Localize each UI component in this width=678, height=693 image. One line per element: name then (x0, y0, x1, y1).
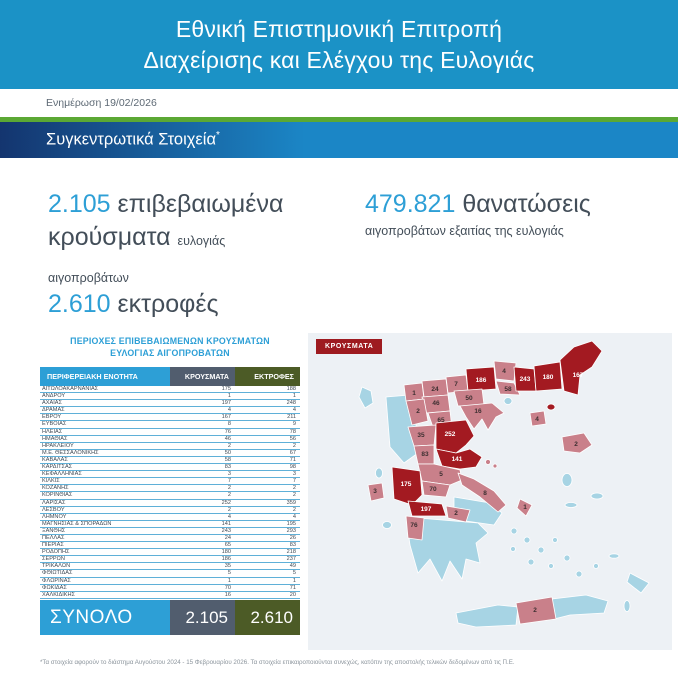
stat-confirmed-label: επιβεβαιωμένα κρούσματα (48, 190, 284, 251)
table-row (40, 570, 300, 577)
table-row (40, 429, 300, 436)
table-row (40, 485, 300, 492)
farms-cell: 195 (286, 520, 296, 527)
map-legend-chip: ΚΡΟΥΣΜΑΤΑ (316, 339, 382, 354)
cases-cell: 58 (224, 456, 231, 463)
region-name-cell: ΜΑΓΝΗΣΙΑΣ & ΣΠΟΡΑΔΩΝ (42, 520, 112, 527)
region-name-cell: ΕΥΒΟΙΑΣ (42, 421, 67, 428)
farms-cell: 2 (292, 506, 296, 513)
farms-cell: 3 (292, 471, 296, 478)
map-region-value: 2 (574, 441, 578, 448)
map-region-value: 4 (502, 368, 506, 375)
table-row (40, 457, 300, 464)
map-region-value: 4 (535, 416, 539, 423)
map-region-value: 3 (373, 488, 377, 495)
header-banner (0, 0, 678, 89)
map-region-value: 70 (429, 486, 437, 493)
map-island-samos (591, 493, 603, 499)
table-row (40, 514, 300, 521)
region-name-cell: ΦΩΚΙΔΑΣ (42, 584, 67, 591)
farms-cell: 2 (292, 485, 296, 492)
region-name-cell: ΛΑΡΙΣΑΣ (42, 499, 66, 506)
table-row (40, 386, 300, 393)
farms-cell: 2 (292, 492, 296, 499)
map-region-value: 58 (504, 386, 512, 393)
cases-cell: 1 (227, 393, 231, 400)
farms-cell: 9 (292, 421, 296, 428)
cases-cell: 46 (224, 435, 231, 442)
table-row (40, 400, 300, 407)
cases-cell: 4 (227, 407, 231, 414)
map-island-cyclades (594, 564, 599, 569)
table-row (40, 450, 300, 457)
cases-cell: 180 (221, 549, 231, 556)
table-header-row (40, 367, 300, 386)
section-title-bar (0, 122, 678, 158)
page-title-line1: Εθνική Επιστημονική Επιτροπή (175, 15, 503, 42)
column-header-cases: ΚΡΟΥΣΜΑΤΑ (170, 367, 235, 386)
region-name-cell: ΡΟΔΟΠΗΣ (42, 549, 70, 556)
region-name-cell: ΑΙΤΩΛΟΑΚΑΡΝΑΝΙΑΣ (42, 386, 99, 392)
region-name-cell: ΞΑΝΘΗΣ (42, 527, 66, 534)
region-name-cell: ΔΡΑΜΑΣ (42, 407, 65, 414)
stat-confirmed-sublabel: ευλογιάς αιγοπροβάτων (48, 234, 226, 285)
table-row (40, 535, 300, 542)
column-header-farms: ΕΚΤΡΟΦΕΣ (235, 367, 300, 386)
map-region-value: 5 (439, 471, 443, 478)
farms-cell: 293 (286, 527, 296, 534)
region-name-cell: ΚΙΛΚΙΣ (42, 478, 60, 485)
column-header-region: ΠΕΡΙΦΕΡΕΙΑΚΗ ΕΝΟΤΗΤΑ (40, 367, 170, 386)
region-name-cell: ΑΧΑΪΑΣ (42, 400, 62, 407)
map-region-value: 2 (454, 510, 458, 517)
table-row (40, 549, 300, 556)
farms-cell: 67 (289, 449, 296, 456)
farms-cell: 78 (289, 428, 296, 435)
cases-cell: 4 (227, 513, 231, 520)
cases-cell: 175 (221, 386, 231, 392)
cases-cell: 35 (224, 563, 231, 570)
table-row (40, 407, 300, 414)
table-row (40, 578, 300, 585)
region-name-cell: ΛΕΣΒΟΥ (42, 506, 65, 513)
map-island-cyclades (511, 528, 517, 534)
region-name-cell: ΚΑΡΔΙΤΣΑΣ (42, 464, 73, 471)
map-island-zakynthos (383, 522, 392, 529)
map-region-value: 167 (572, 372, 584, 379)
table-row (40, 585, 300, 592)
farms-cell: 7 (292, 478, 296, 485)
map-region-value: 197 (420, 506, 432, 513)
map-region-value: 243 (519, 376, 531, 383)
cases-cell: 2 (227, 485, 231, 492)
stat-culled-animals (365, 188, 665, 239)
region-name-cell: ΚΟΡΙΝΘΙΑΣ (42, 492, 73, 499)
region-name-cell: ΛΗΜΝΟΥ (42, 513, 67, 520)
region-name-cell: ΚΕΦΑΛΛΗΝΙΑΣ (42, 471, 82, 478)
page-title (143, 14, 534, 76)
map-region-value: 24 (431, 386, 439, 393)
page-title-line2: Διαχείρισης και Ελέγχου της Ευλογιάς (143, 46, 535, 73)
map-region-value: 46 (432, 400, 440, 407)
cases-cell: 5 (227, 570, 231, 577)
section-title: Συγκεντρωτικά Στοιχεία* (46, 130, 220, 149)
table-row (40, 542, 300, 549)
table-row (40, 478, 300, 485)
cases-cell: 2 (227, 492, 231, 499)
region-name-cell: Μ.Ε. ΘΕΣΣΑΛΟΝΙΚΗΣ (42, 449, 99, 456)
cases-cell: 65 (224, 542, 231, 549)
cases-cell: 2 (227, 506, 231, 513)
table-row (40, 592, 300, 599)
map-island-cyclades (538, 547, 544, 553)
map-region-value: 76 (410, 522, 418, 529)
map-region-value: 50 (465, 395, 473, 402)
map-island-karpathos (624, 601, 630, 612)
farms-cell: 71 (289, 456, 296, 463)
cases-cell: 7 (227, 478, 231, 485)
map-island-lefkada (376, 468, 383, 478)
map-region-value: 186 (475, 377, 487, 384)
cases-cell: 167 (221, 414, 231, 421)
region-name-cell: ΠΙΕΡΙΑΣ (42, 542, 64, 549)
table-row (40, 436, 300, 443)
map-island-cyclades (524, 537, 530, 543)
footnote-text: *Τα στοιχεία αφορούν το διάστημα Αυγούστου 2024 - 15 Φεβρουαρίου 2026. Τα στοιχεία επικαιροποιούνται συνεχώς, κατόπιν της αποστολής τελικών δεδομένων από τις Π.Ε. (40, 659, 515, 666)
stat-culled-label: θανατώσεις (462, 190, 591, 218)
cases-cell: 3 (227, 471, 231, 478)
map-island-sporades (486, 460, 491, 465)
region-name-cell: ΑΝΔΡΟΥ (42, 393, 66, 400)
farms-cell: 188 (286, 386, 296, 392)
cases-cell: 2 (227, 442, 231, 449)
farms-cell: 211 (287, 414, 296, 421)
table-row (40, 421, 300, 428)
region-name-cell: ΠΕΛΛΑΣ (42, 534, 65, 541)
farms-cell: 71 (289, 584, 296, 591)
map-region-value: 2 (533, 607, 537, 614)
table-row (40, 414, 300, 421)
table-row (40, 464, 300, 471)
cases-cell: 197 (221, 400, 231, 407)
total-farms: 2.610 (235, 600, 300, 635)
map-island-chios (562, 474, 572, 487)
cases-cell: 83 (224, 464, 231, 471)
greece-choropleth-map (308, 333, 672, 650)
region-name-cell: ΣΕΡΡΩΝ (42, 556, 65, 563)
map-region-value: 7 (454, 381, 458, 388)
table-row (40, 443, 300, 450)
map-svg (308, 333, 672, 650)
stat-farms (48, 288, 348, 321)
map-island-thasos (504, 398, 512, 405)
map-region-value: 8 (483, 490, 487, 497)
cases-cell: 186 (221, 556, 231, 563)
cases-cell: 50 (224, 449, 231, 456)
map-region-value: 35 (417, 432, 425, 439)
region-name-cell: ΤΡΙΚΑΛΩΝ (42, 563, 71, 570)
farms-cell: 4 (292, 513, 296, 520)
table-row (40, 492, 300, 499)
farms-cell: 1 (292, 393, 296, 400)
update-bar (0, 89, 678, 117)
table-row (40, 471, 300, 478)
region-name-cell: ΧΑΛΚΙΔΙΚΗΣ (42, 591, 76, 598)
region-name-cell: ΗΜΑΘΙΑΣ (42, 435, 68, 442)
cases-cell: 70 (224, 584, 231, 591)
region-name-cell: ΕΒΡΟΥ (42, 414, 62, 421)
map-island-ikaria (565, 503, 577, 508)
map-region-value: 141 (451, 456, 463, 463)
farms-cell: 4 (292, 407, 296, 414)
cases-cell: 1 (227, 577, 231, 584)
map-island-kos (609, 554, 619, 558)
cases-cell: 8 (227, 421, 231, 428)
table-body (40, 386, 300, 599)
table-row (40, 393, 300, 400)
table-row (40, 507, 300, 514)
table-row (40, 500, 300, 507)
map-island-samothraki (547, 404, 555, 410)
stat-confirmed-value: 2.105 (48, 190, 111, 218)
cases-cell: 24 (224, 534, 231, 541)
farms-cell: 20 (289, 591, 296, 598)
stat-farms-label: εκτροφές (117, 290, 219, 318)
cases-cell: 76 (224, 428, 231, 435)
farms-cell: 5 (292, 570, 296, 577)
total-cases: 2.105 (170, 600, 235, 635)
stat-farms-value: 2.610 (48, 290, 111, 318)
region-name-cell: ΚΟΖΑΝΗΣ (42, 485, 69, 492)
region-name-cell: ΦΘΙΩΤΙΔΑΣ (42, 570, 73, 577)
stat-confirmed-cases (48, 188, 300, 295)
regional-table (40, 336, 300, 635)
table-total-row (40, 600, 300, 635)
map-island-cyclades (511, 547, 516, 552)
farms-cell: 1 (292, 577, 296, 584)
map-island-sporades (493, 464, 497, 468)
region-name-cell: ΗΡΑΚΛΕΙΟΥ (42, 442, 74, 449)
farms-cell: 359 (286, 499, 296, 506)
map-island-cyclades (576, 571, 582, 577)
map-island-cyclades (553, 538, 558, 543)
region-name-cell: ΚΑΒΑΛΑΣ (42, 456, 68, 463)
cases-cell: 141 (221, 520, 231, 527)
cases-cell: 243 (221, 527, 231, 534)
map-island-cyclades (549, 564, 554, 569)
table-row (40, 563, 300, 570)
farms-cell: 83 (289, 542, 296, 549)
table-row (40, 528, 300, 535)
farms-cell: 49 (289, 563, 296, 570)
map-region-value: 175 (400, 481, 412, 488)
total-label: ΣΥΝΟΛΟ (40, 600, 170, 635)
region-name-cell: ΦΛΩΡΙΝΑΣ (42, 577, 71, 584)
update-date-label: Ενημέρωση 19/02/2026 (46, 97, 157, 109)
map-island-cyclades (528, 559, 534, 565)
map-island-cyclades (564, 555, 570, 561)
stat-culled-value: 479.821 (365, 190, 456, 218)
farms-cell: 2 (292, 442, 296, 449)
map-region-value: 65 (437, 417, 445, 424)
farms-cell: 26 (289, 534, 296, 541)
map-region-value: 252 (444, 431, 456, 438)
table-row (40, 521, 300, 528)
map-region-value: 1 (412, 390, 416, 397)
stat-culled-sublabel: αιγοπροβάτων εξαιτίας της ευλογιάς (365, 224, 564, 238)
table-title: ΠΕΡΙΟΧΕΣ ΕΠΙΒΕΒΑΙΩΜΕΝΩΝ ΚΡΟΥΣΜΑΤΩΝ ΕΥΛΟΓΙΑΣ ΑΙΓΟΠΡΟΒΑΤΩΝ (70, 336, 270, 358)
farms-cell: 56 (289, 435, 296, 442)
cases-cell: 16 (224, 591, 231, 598)
farms-cell: 248 (286, 400, 296, 407)
table-row (40, 556, 300, 563)
cases-cell: 252 (221, 499, 231, 506)
farms-cell: 218 (286, 549, 296, 556)
map-region-value: 1 (523, 504, 527, 511)
map-region-value: 2 (416, 408, 420, 415)
footnote-asterisk: * (216, 130, 220, 142)
farms-cell: 237 (286, 556, 296, 563)
map-region-value: 16 (474, 408, 482, 415)
map-region-value: 180 (542, 374, 554, 381)
map-region-value: 83 (421, 451, 429, 458)
region-name-cell: ΗΛΕΙΑΣ (42, 428, 63, 435)
farms-cell: 98 (289, 464, 296, 471)
